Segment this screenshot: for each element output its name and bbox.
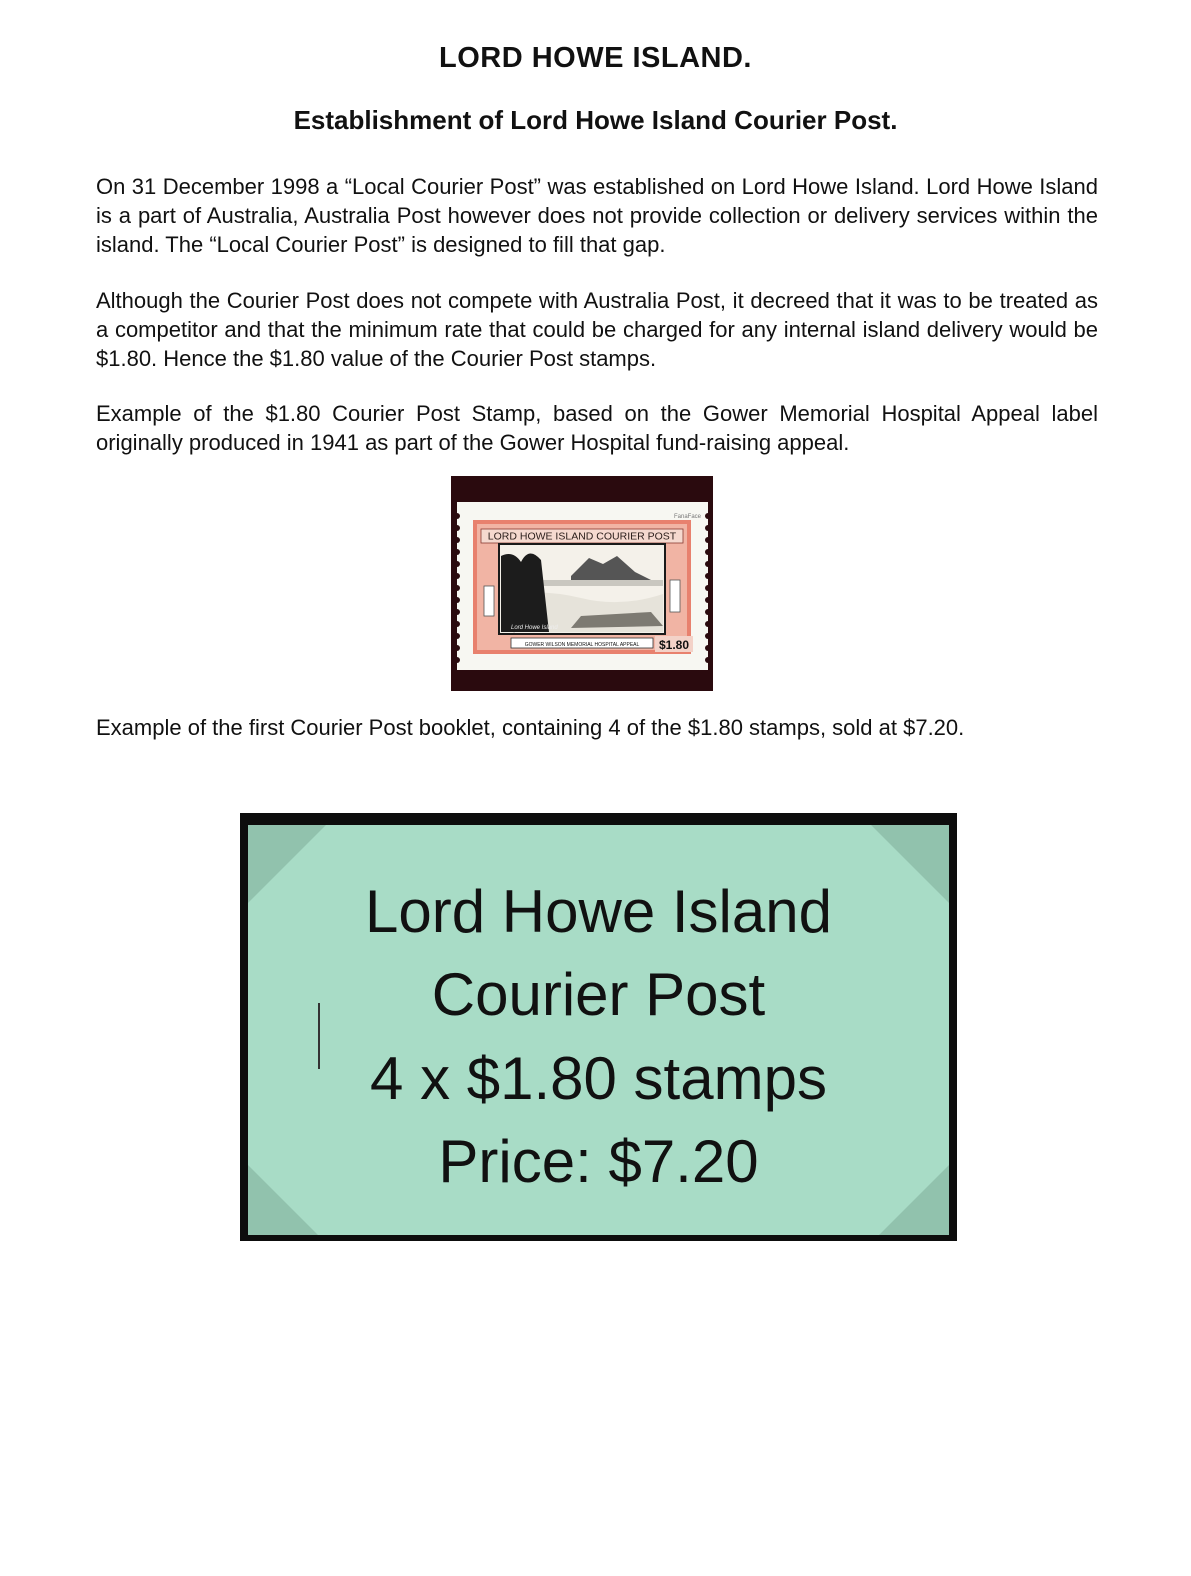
page-title: LORD HOWE ISLAND. bbox=[439, 42, 752, 74]
booklet-line-1: Lord Howe Island bbox=[365, 878, 832, 945]
booklet-line-4: Price: $7.20 bbox=[438, 1128, 759, 1195]
booklet-mount bbox=[240, 813, 957, 1241]
stamp-mount bbox=[451, 476, 713, 691]
booklet-line-3: 4 x $1.80 stamps bbox=[370, 1045, 827, 1112]
stamp-top-label: LORD HOWE ISLAND COURIER POST bbox=[487, 530, 677, 543]
stamp-value: $1.80 bbox=[658, 638, 690, 652]
stamp-image bbox=[451, 476, 713, 691]
page-subtitle: Establishment of Lord Howe Island Courier Post. bbox=[293, 105, 898, 135]
booklet-cover bbox=[248, 825, 949, 1235]
paragraph-booklet-caption: Example of the first Courier Post booklet, containing 4 of the $1.80 stamps, sold at $7.20. bbox=[96, 715, 965, 740]
stamp-bottom-label: GOWER WILSON MEMORIAL HOSPITAL APPEAL bbox=[524, 642, 640, 648]
stamp-script-label: Lord Howe Island bbox=[511, 625, 558, 631]
paragraph-establishment: On 31 December 1998 a “Local Courier Post” was established on Lord Howe Island. Lord Howe Island is a part of Australia, Australia Post however does not provide collection or delivery services within the island. The “Local Courier Post” is designed to fill that gap. bbox=[96, 174, 1098, 257]
stamp-printer-mark: FanaFace bbox=[673, 514, 701, 520]
paragraph-stamp-caption: Example of the $1.80 Courier Post Stamp, based on the Gower Memorial Hospital Appeal label originally produced in 1941 as part of the Gower Hospital fund-raising appeal. bbox=[96, 401, 1098, 455]
paragraph-competitor: Although the Courier Post does not compete with Australia Post, it decreed that it was to be treated as a competitor and that the minimum rate that could be charged for any internal island delivery would be $1.80. Hence the $1.80 value of the Courier Post stamps. bbox=[96, 288, 1098, 371]
booklet-line-2: Courier Post bbox=[431, 961, 766, 1028]
